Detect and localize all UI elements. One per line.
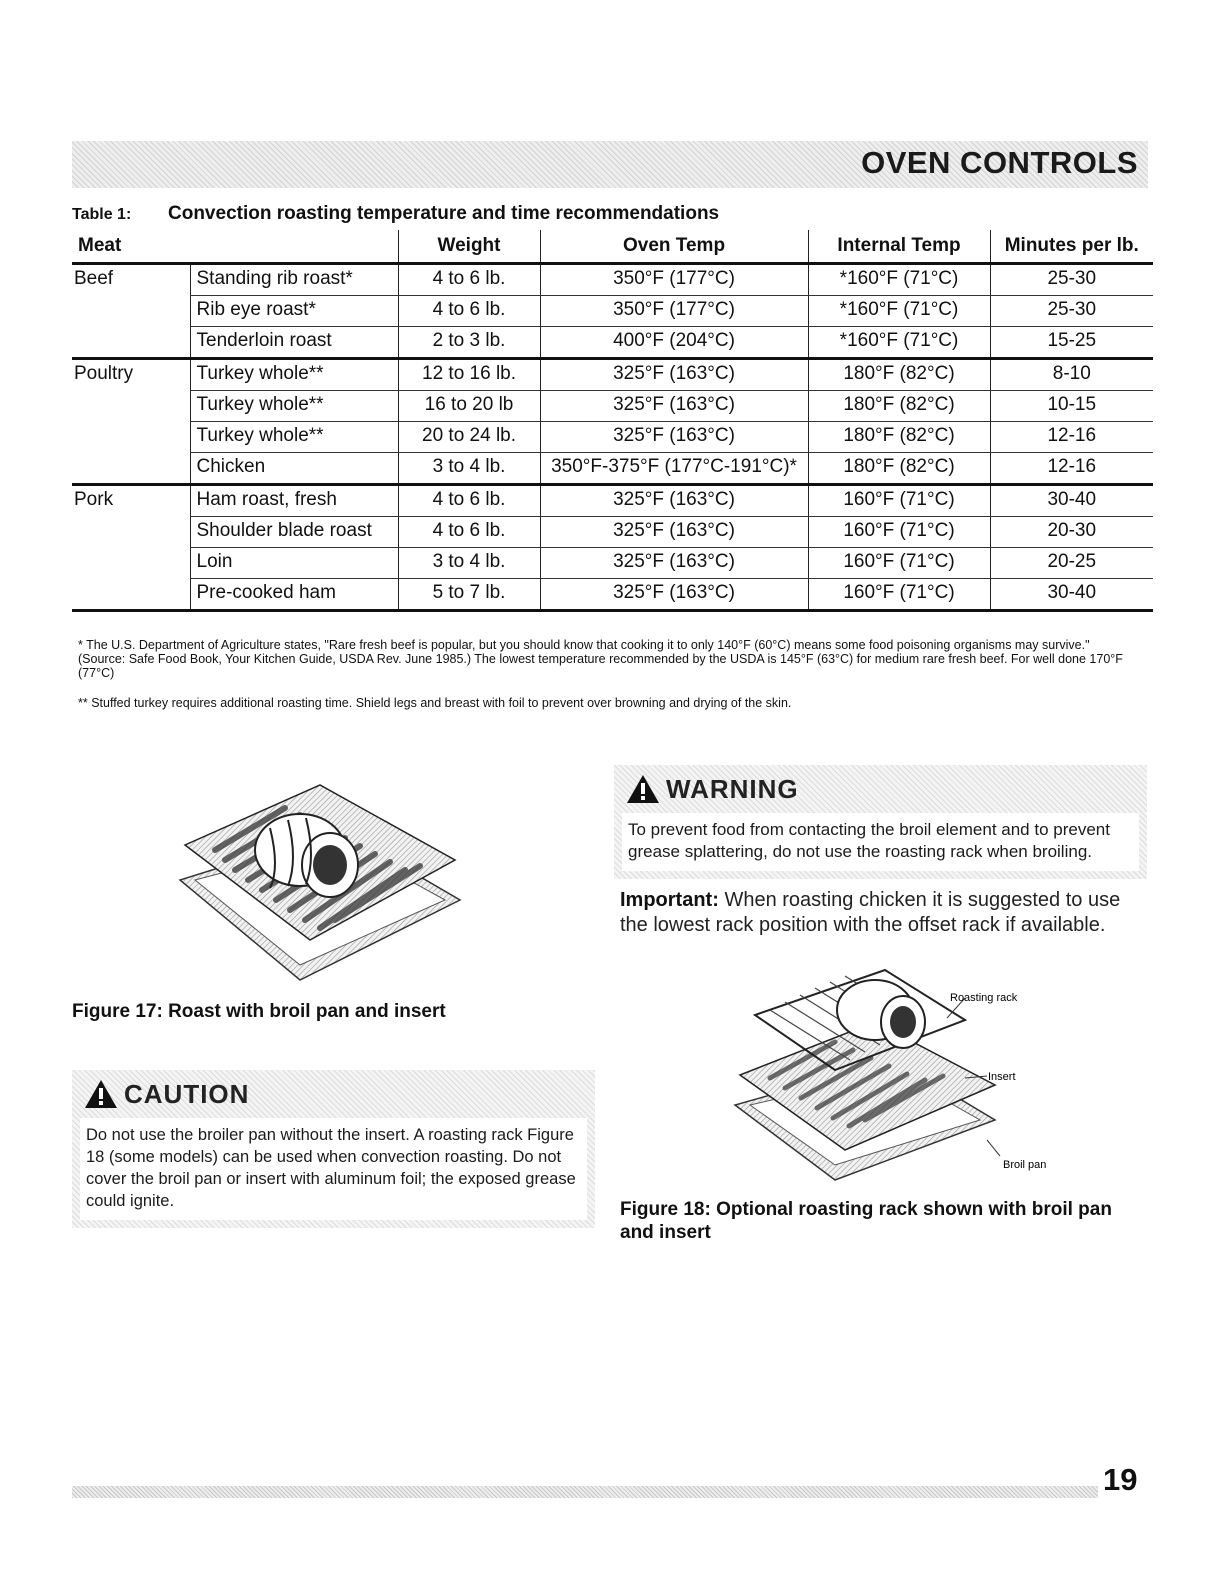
table-row: [72, 422, 1153, 453]
weight-cell: 4 to 6 lb.: [398, 296, 540, 327]
table-caption: [72, 203, 719, 225]
minutes-cell: 25-30: [990, 264, 1153, 296]
weight-cell: 4 to 6 lb.: [398, 517, 540, 548]
oven-temp-cell: 350°F (177°C): [540, 264, 808, 296]
roasting-table: [72, 230, 1153, 612]
table-row: [72, 453, 1153, 485]
caution-text: Do not use the broiler pan without the insert. A roasting rack Figure 18 (some models) can be used when convection roasting. Do not cover the broil pan or insert with aluminum foil; the exposed grease could ignite.: [80, 1118, 587, 1220]
meat-cell: Pork: [74, 489, 114, 510]
cut-cell: Rib eye roast*: [190, 296, 398, 327]
oven-temp-cell: 350°F (177°C): [540, 296, 808, 327]
meat-cell: [72, 327, 190, 359]
internal-temp-cell: *160°F (71°C): [808, 296, 990, 327]
meat-cell: [72, 391, 190, 422]
table-title: Convection roasting temperature and time recommendations: [168, 203, 720, 224]
table-row: [72, 517, 1153, 548]
table-row: [72, 579, 1153, 611]
caution-triangle-icon: [84, 1079, 118, 1109]
footer-band: [72, 1486, 1098, 1498]
warning-text: To prevent food from contacting the broil element and to prevent grease splattering, do not use the roasting rack when broiling.: [622, 813, 1139, 871]
weight-cell: 20 to 24 lb.: [398, 422, 540, 453]
footnote-usda: * The U.S. Department of Agriculture states, "Rare fresh beef is popular, but you should know that cooking it to only 140°F (60°C) means some food poisoning organisms may survive." (Source: Safe Food Book, Your Kitchen Guide, USDA Rev. June 1985.) The lowest temperature recommended by the USDA is 145°F (63°C) for medium rare fresh beef. For well done 170°F (77°C): [78, 638, 1123, 680]
meat-cell: [72, 296, 190, 327]
cut-cell: Turkey whole**: [190, 422, 398, 453]
weight-cell: 16 to 20 lb: [398, 391, 540, 422]
internal-temp-cell: 160°F (71°C): [808, 548, 990, 579]
cut-cell: Shoulder blade roast: [190, 517, 398, 548]
table-row: [72, 327, 1153, 359]
oven-temp-cell: 325°F (163°C): [540, 422, 808, 453]
meat-cell: [72, 422, 190, 453]
meat-cell: [72, 579, 190, 611]
column-header-meat: Meat: [72, 230, 398, 264]
warning-triangle-icon: [626, 774, 660, 804]
warning-banner: [614, 765, 1147, 813]
minutes-cell: 15-25: [990, 327, 1153, 359]
internal-temp-cell: 180°F (82°C): [808, 359, 990, 391]
cut-cell: Tenderloin roast: [190, 327, 398, 359]
weight-cell: 5 to 7 lb.: [398, 579, 540, 611]
cut-cell: Ham roast, fresh: [190, 485, 398, 517]
caution-box: [72, 1070, 595, 1228]
figure-18-caption: Figure 18: Optional roasting rack shown with broil pan and insert: [620, 1199, 1112, 1243]
oven-temp-cell: 325°F (163°C): [540, 391, 808, 422]
cut-cell: Turkey whole**: [190, 359, 398, 391]
important-note: [620, 888, 1145, 938]
meat-cell: Beef: [74, 268, 114, 289]
oven-temp-cell: 325°F (163°C): [540, 517, 808, 548]
internal-temp-cell: 180°F (82°C): [808, 391, 990, 422]
table-row: [72, 359, 1153, 391]
column-header-weight: Weight: [398, 230, 540, 264]
oven-temp-cell: 325°F (163°C): [540, 359, 808, 391]
minutes-cell: 30-40: [990, 579, 1153, 611]
table-row: [72, 391, 1153, 422]
internal-temp-cell: 180°F (82°C): [808, 422, 990, 453]
warning-title: WARNING: [666, 773, 799, 804]
internal-temp-cell: 160°F (71°C): [808, 579, 990, 611]
table-row: [72, 296, 1153, 327]
internal-temp-cell: 160°F (71°C): [808, 485, 990, 517]
oven-temp-cell: 325°F (163°C): [540, 548, 808, 579]
internal-temp-cell: 180°F (82°C): [808, 453, 990, 485]
label-roasting-rack: Roasting rack: [950, 992, 1018, 1004]
weight-cell: 4 to 6 lb.: [398, 485, 540, 517]
broil-pan-with-roast-illustration: [170, 770, 470, 990]
minutes-cell: 20-25: [990, 548, 1153, 579]
oven-temp-cell: 325°F (163°C): [540, 485, 808, 517]
table-row: [72, 485, 1153, 517]
minutes-cell: 8-10: [990, 359, 1153, 391]
internal-temp-cell: 160°F (71°C): [808, 517, 990, 548]
meat-cell: [72, 453, 190, 485]
meat-cell: [72, 517, 190, 548]
internal-temp-cell: *160°F (71°C): [808, 327, 990, 359]
weight-cell: 3 to 4 lb.: [398, 548, 540, 579]
caution-banner: [72, 1070, 595, 1118]
minutes-cell: 30-40: [990, 485, 1153, 517]
table-row: [72, 548, 1153, 579]
meat-cell: Poultry: [74, 363, 134, 384]
weight-cell: 3 to 4 lb.: [398, 453, 540, 485]
caution-title: CAUTION: [124, 1078, 250, 1109]
weight-cell: 4 to 6 lb.: [398, 264, 540, 296]
table-number: Table 1:: [72, 206, 132, 223]
column-header-minutes: Minutes per lb.: [990, 230, 1153, 264]
label-insert: Insert: [988, 1071, 1016, 1083]
oven-temp-cell: 400°F (204°C): [540, 327, 808, 359]
figure-17-caption: Figure 17: Roast with broil pan and insert: [72, 1001, 446, 1022]
minutes-cell: 25-30: [990, 296, 1153, 327]
table-row: [72, 264, 1153, 296]
important-label: Important:: [620, 889, 719, 911]
cut-cell: Pre-cooked ham: [190, 579, 398, 611]
minutes-cell: 12-16: [990, 422, 1153, 453]
page-number: 19: [1103, 1462, 1138, 1497]
oven-temp-cell: 325°F (163°C): [540, 579, 808, 611]
weight-cell: 12 to 16 lb.: [398, 359, 540, 391]
meat-cell: [72, 548, 190, 579]
cut-cell: Turkey whole**: [190, 391, 398, 422]
roasting-rack-with-broil-pan-illustration: [725, 960, 1055, 1185]
minutes-cell: 10-15: [990, 391, 1153, 422]
internal-temp-cell: *160°F (71°C): [808, 264, 990, 296]
cut-cell: Chicken: [190, 453, 398, 485]
minutes-cell: 20-30: [990, 517, 1153, 548]
oven-temp-cell: 350°F-375°F (177°C-191°C)*: [540, 453, 808, 485]
column-header-oven-temp: Oven Temp: [540, 230, 808, 264]
cut-cell: Loin: [190, 548, 398, 579]
section-header-band: [72, 141, 1148, 188]
table-header-row: [72, 230, 1153, 264]
footnote-stuffed-turkey: ** Stuffed turkey requires additional roasting time. Shield legs and breast with foil to prevent over browning and drying of the skin.: [78, 696, 792, 710]
section-title: OVEN CONTROLS: [861, 145, 1138, 180]
warning-box: [614, 765, 1147, 879]
weight-cell: 2 to 3 lb.: [398, 327, 540, 359]
cut-cell: Standing rib roast*: [190, 264, 398, 296]
column-header-internal-temp: Internal Temp: [808, 230, 990, 264]
minutes-cell: 12-16: [990, 453, 1153, 485]
label-broil-pan: Broil pan: [1003, 1159, 1047, 1171]
important-text: When roasting chicken it is suggested to use the lowest rack position with the offset rack if available.: [620, 889, 1121, 936]
